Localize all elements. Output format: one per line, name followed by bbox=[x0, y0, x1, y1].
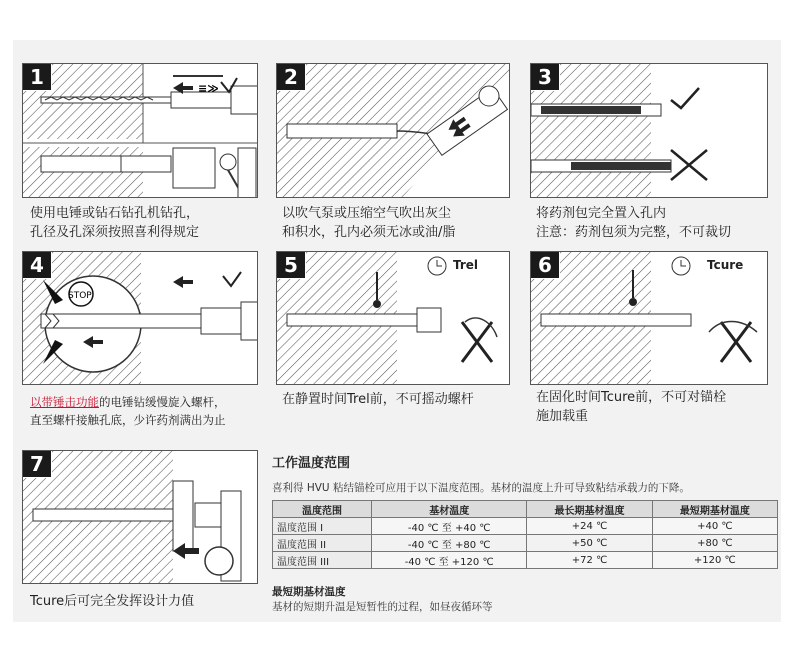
capsule-illustration bbox=[531, 64, 768, 198]
step-number-badge: 5 bbox=[277, 252, 306, 279]
table-cell: +72 ℃ bbox=[527, 552, 652, 569]
step-number-badge: 3 bbox=[531, 64, 560, 91]
table-cell: +120 ℃ bbox=[652, 552, 777, 569]
step-2-panel bbox=[276, 63, 510, 198]
step-1-panel bbox=[22, 63, 258, 198]
step-5-panel bbox=[276, 251, 510, 385]
rest-time-label: Trel bbox=[453, 258, 479, 272]
temperature-table bbox=[272, 500, 778, 569]
column-header: 最短期基材温度 bbox=[652, 501, 777, 518]
blow-out-illustration bbox=[277, 64, 510, 198]
table-cell: +24 ℃ bbox=[527, 518, 652, 535]
setting-rod-illustration bbox=[23, 252, 258, 385]
table-cell: -40 ℃ 至 +40 ℃ bbox=[372, 518, 527, 535]
step-6-panel bbox=[530, 251, 768, 385]
step-7-panel bbox=[22, 450, 258, 584]
table-cell: 温度范围 II bbox=[273, 535, 372, 552]
table-cell: +40 ℃ bbox=[652, 518, 777, 535]
temperature-title: 工作温度范围 bbox=[272, 456, 351, 471]
table-row bbox=[273, 518, 778, 535]
step-number-badge: 1 bbox=[23, 64, 52, 91]
step-4-caption: 以带锤击功能的电锤钻缓慢旋入螺杆， 直至螺杆接触孔底，少许药剂满出为止 bbox=[30, 395, 226, 427]
step-3-panel bbox=[530, 63, 768, 198]
step-2-caption: 以吹气泵或压缩空气吹出灰尘 和积水，孔内必须无冰或油/脂 bbox=[282, 206, 456, 240]
table-row bbox=[273, 552, 778, 569]
step-3-caption: 将药剂包完全置入孔内 注意：药剂包须为完整，不可裁切 bbox=[536, 206, 732, 240]
column-header: 温度范围 bbox=[273, 501, 372, 518]
full-load-illustration bbox=[23, 451, 258, 584]
drill-illustration bbox=[23, 64, 258, 198]
min-temperature-title: 最短期基材温度 bbox=[272, 586, 346, 598]
min-temperature-description: 基材的短期升温是短暂性的过程，如昼夜循环等 bbox=[272, 601, 493, 613]
step-1-caption: 使用电锤或钻石钻孔机钻孔， 孔径及孔深须按照喜利得规定 bbox=[30, 206, 200, 240]
column-header: 最长期基材温度 bbox=[527, 501, 652, 518]
table-cell: -40 ℃ 至 +120 ℃ bbox=[372, 552, 527, 569]
column-header: 基材温度 bbox=[372, 501, 527, 518]
step-6-caption: 在固化时间Tcure前，不可对锚栓 施加载重 bbox=[536, 390, 727, 424]
temperature-description: 喜利得 HVU 粘结锚栓可应用于以下温度范围。基材的温度上升可导致粘结承载力的下降。 bbox=[272, 482, 690, 494]
table-row bbox=[273, 535, 778, 552]
table-header-row bbox=[273, 501, 778, 518]
step-4-panel bbox=[22, 251, 258, 385]
table-cell: +80 ℃ bbox=[652, 535, 777, 552]
cure-time-label: Tcure bbox=[707, 258, 744, 272]
table-cell: -40 ℃ 至 +80 ℃ bbox=[372, 535, 527, 552]
step-number-badge: 2 bbox=[277, 64, 306, 91]
svg-text:≡≫: ≡≫ bbox=[198, 82, 219, 95]
step-number-badge: 7 bbox=[23, 451, 52, 478]
stop-sign-label: STOP bbox=[68, 291, 92, 301]
step-7-caption: Tcure后可完全发挥设计力值 bbox=[30, 594, 195, 609]
table-cell: +50 ℃ bbox=[527, 535, 652, 552]
step-number-badge: 4 bbox=[23, 252, 52, 279]
table-cell: 温度范围 I bbox=[273, 518, 372, 535]
step-number-badge: 6 bbox=[531, 252, 560, 279]
step-5-caption: 在静置时间Trel前，不可摇动螺杆 bbox=[282, 392, 474, 407]
table-cell: 温度范围 III bbox=[273, 552, 372, 569]
